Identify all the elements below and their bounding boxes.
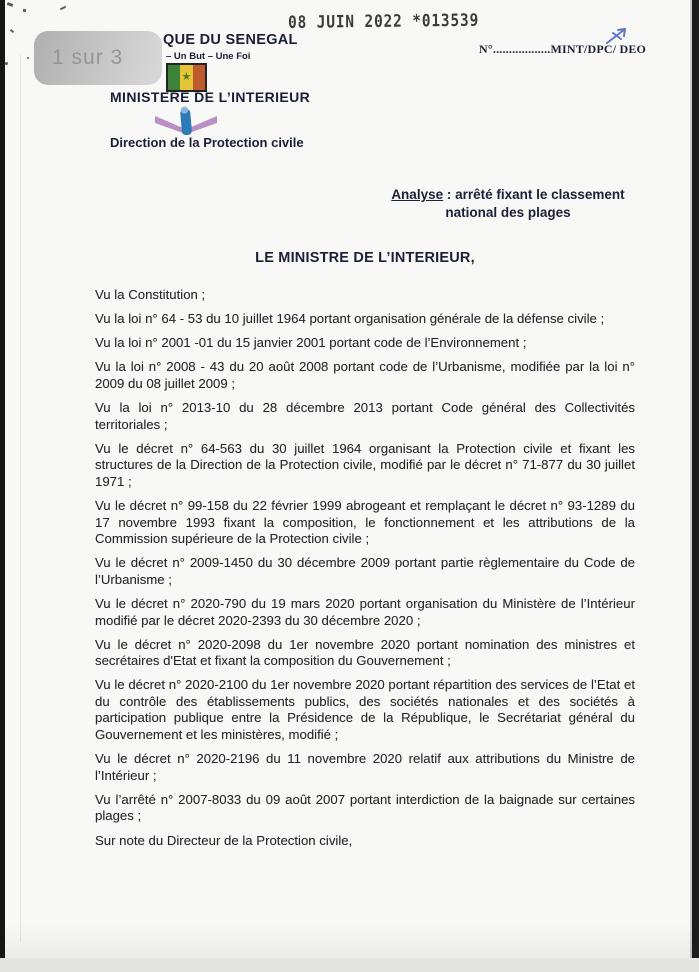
ministry-title: MINISTERE DE L’INTERIEUR: [110, 89, 311, 105]
vu-clause: Vu la loi n° 2001 -01 du 15 janvier 2001 portant code de l’Environnement ;: [95, 335, 527, 351]
subject-text-line2: national des plages: [445, 205, 571, 220]
scan-speck: [27, 57, 29, 59]
flag-yellow-stripe: [180, 65, 192, 90]
scan-bottom-band: [0, 958, 699, 972]
vu-clause: Vu la loi n° 2013-10 du 28 décembre 2013 portant Code général des Collectivités territoriales ;: [95, 399, 635, 432]
salutation-title: LE MINISTRE DE L’INTERIEUR,: [255, 250, 475, 266]
scan-speck: [5, 62, 8, 65]
subject-label: Analyse: [391, 187, 444, 202]
vu-clause: Vu le décret n° 64-563 du 30 juillet 1964 organisant la Protection civile et fixant les structures de la Direction de la Protection civile, modifié par le décret n° 71-877 du 30 juillet 1971 ;: [95, 440, 635, 489]
vu-clause: Vu le décret n° 99-158 du 22 février 1999 abrogeant et remplaçant le décret n° 93-1289 du 17 novembre 1993 fixant la composition, le fonctionnement et les attributions de la Commission supérieure de la Protection civile ;: [95, 497, 635, 547]
scan-bottom-shadow: [5, 924, 692, 958]
pen-mark-icon: [605, 25, 629, 50]
scan-edge-left: [0, 0, 5, 958]
vu-clause: Vu le décret n° 2020-2100 du 1er novembre 2020 portant répartition des services de l’Etat et du contrôle des établissements publics, des sociétés nationales et des sociétés à participation publique entre la Présidence de la République, le Secrétariat général du Gouvernement et les ministères, modifié ;: [95, 677, 635, 743]
vu-clause: Vu le décret n° 2020-2196 du 11 novembre 2020 relatif aux attributions du Ministre de l’Intérieur ;: [95, 751, 635, 783]
page-counter-label: 1 sur 3: [52, 46, 124, 69]
senegal-flag-icon: [166, 63, 207, 92]
reference-number: N°..................MINT/DPC/ DEO: [479, 42, 647, 56]
scan-edge-right: [692, 0, 699, 958]
sur-note-clause: Sur note du Directeur de la Protection civile,: [95, 832, 353, 848]
clauses-list: [95, 287, 635, 857]
vu-clause: Vu la Constitution ;: [95, 287, 206, 302]
vu-clause: Vu la loi n° 64 - 53 du 10 juillet 1964 portant organisation générale de la défense civile ;: [95, 311, 605, 327]
vu-clause: Vu le décret n° 2020-790 du 19 mars 2020 portant organisation du Ministère de l’Intérieur modifié par le décret 2020-2393 du 30 décembre 2020 ;: [95, 595, 635, 628]
vu-clause: Vu le décret n° 2020-2098 du 1er novembre 2020 portant nomination des ministres et secrétaires d'Etat et fixant la composition du Gouvernement ;: [95, 636, 635, 669]
subject-text: : arrêté fixant le classement: [443, 187, 625, 202]
vu-clause: Vu le décret n° 2009-1450 du 30 décembre 2009 portant partie règlementaire du Code de l’Urbanisme ;: [95, 555, 635, 587]
vu-clause: Vu la loi n° 2008 - 43 du 20 août 2008 portant code de l’Urbanisme, modifiée par la loi n° 2009 du 08 juillet 2009 ;: [95, 359, 635, 391]
direction-title: Direction de la Protection civile: [110, 135, 304, 150]
motto-partial: – Un But – Une Foi: [166, 51, 251, 62]
scan-speck: [60, 6, 66, 11]
republic-title-partial: QUE DU SENEGAL: [163, 32, 298, 48]
scan-speck: [23, 9, 26, 12]
scan-fold-line: [20, 55, 21, 942]
page-counter-overlay: [34, 31, 162, 85]
flag-star-icon: ★: [181, 71, 192, 83]
flag-green-stripe: [168, 65, 180, 90]
date-stamp: 08 JUIN 2022 *013539: [288, 10, 480, 33]
vu-clause: Vu l’arrêté n° 2007-8033 du 09 août 2007 portant interdiction de la baignade sur certaines plages ;: [95, 791, 635, 824]
flag-red-stripe: [193, 65, 205, 90]
subject-block: [377, 186, 639, 222]
scan-edge-shadow: [690, 0, 692, 958]
scan-speck: [10, 29, 14, 33]
scan-speck: [7, 2, 14, 7]
